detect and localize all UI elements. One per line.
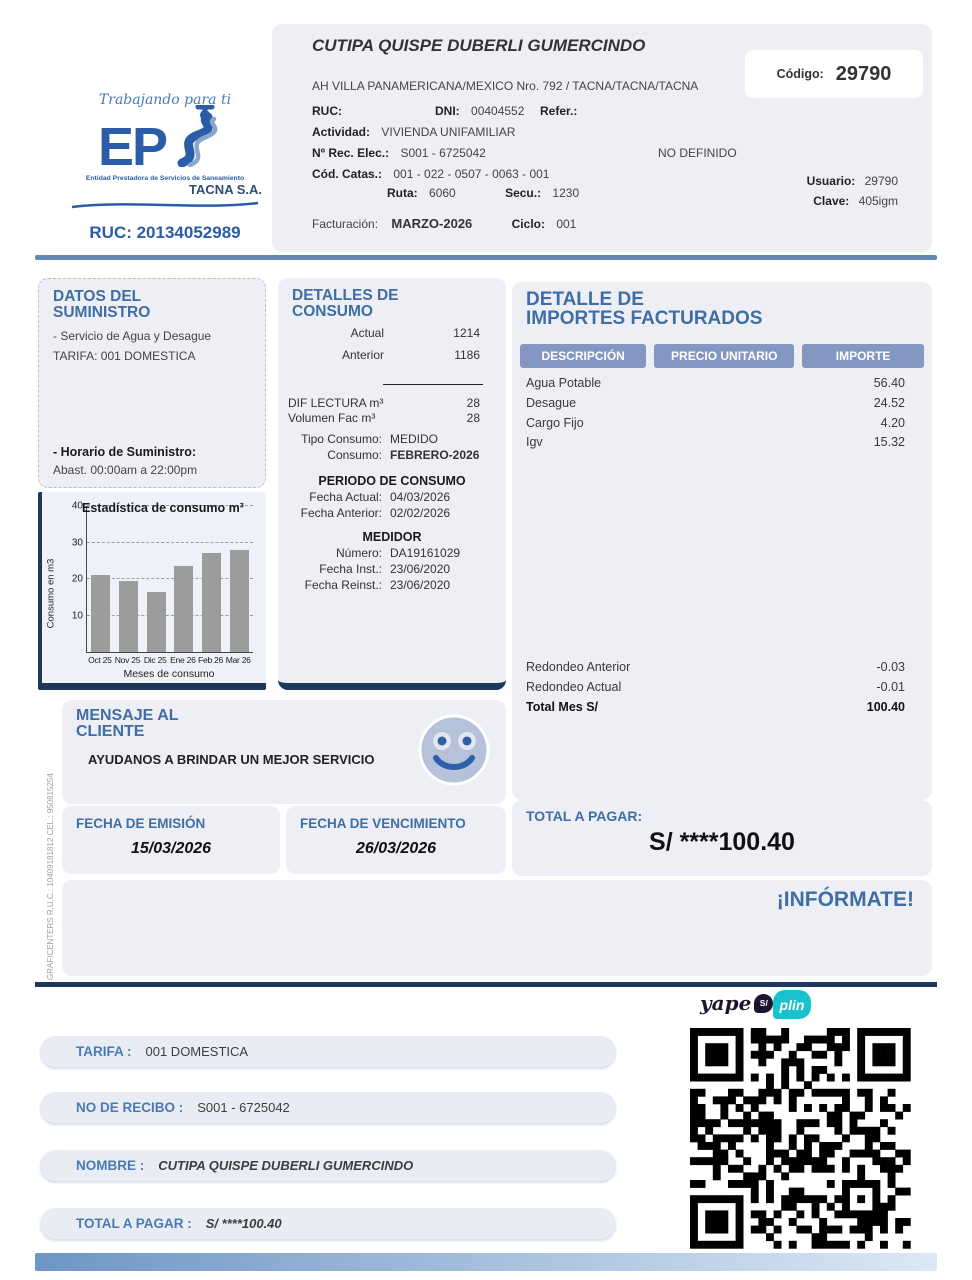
facturacion-row — [312, 216, 576, 231]
charge-row — [512, 435, 932, 449]
stub-total-value: S/ ****100.40 — [205, 1216, 282, 1231]
refer-row — [540, 104, 577, 118]
stub-recibo-value: S001 - 6725042 — [197, 1100, 290, 1115]
usuario-value: 29790 — [864, 174, 898, 188]
message-title: MENSAJE AL CLIENTE — [76, 707, 179, 741]
codigo-box — [745, 50, 923, 98]
dni-label: DNI: — [435, 104, 460, 118]
redondeo-actual-value: -0.01 — [876, 680, 905, 694]
clave-value: 405igm — [858, 194, 898, 208]
yape-wordmark: yape — [700, 991, 752, 1015]
fecha-emision-label: FECHA DE EMISIÓN — [76, 816, 206, 831]
medidor-block — [282, 546, 498, 592]
informate-text: ¡INFÓRMATE! — [776, 888, 914, 911]
total-a-pagar-box — [512, 800, 932, 876]
charge-amount: 56.40 — [873, 376, 905, 390]
dif-row — [288, 396, 480, 410]
chart-plot-area — [71, 500, 253, 653]
charge-row — [512, 376, 932, 390]
customer-name: CUTIPA QUISPE DUBERLI GUMERCINDO — [312, 36, 646, 55]
col-precio-unitario: PRECIO UNITARIO — [654, 344, 794, 368]
smiley-icon — [418, 714, 490, 791]
charge-amount: 4.20 — [880, 416, 905, 430]
charges-panel — [512, 282, 932, 800]
consumption-panel — [278, 278, 506, 690]
stub-row-recibo — [40, 1092, 616, 1123]
codigo-label: Código: — [776, 67, 824, 81]
redondeo-anterior-value: -0.03 — [876, 660, 905, 674]
total-mes-label: Total Mes S/ — [526, 700, 599, 714]
usuario-label: Usuario: — [806, 174, 856, 188]
charge-name: Igv — [526, 435, 543, 449]
chart-x-tick: Oct 25 — [88, 655, 112, 665]
fecha-anterior-value: 02/02/2026 — [390, 506, 451, 520]
supply-tarifa: TARIFA: 001 DOMESTICA — [53, 349, 196, 363]
redondeo-actual-label: Redondeo Actual — [526, 680, 622, 694]
actual-value: 1214 — [453, 326, 480, 340]
rec-elec-value: S001 - 6725042 — [400, 146, 486, 160]
numero-label: Número: — [335, 546, 382, 560]
rec-elec-row — [312, 146, 486, 160]
col-importe: IMPORTE — [802, 344, 924, 368]
medidor-title: MEDIDOR — [362, 530, 422, 544]
no-definido: NO DEFINIDO — [658, 146, 737, 160]
chart-title: Estadística de consumo m³ — [82, 501, 244, 515]
actividad-label: Actividad: — [312, 125, 371, 139]
stub-tarifa-value: 001 DOMESTICA — [145, 1044, 249, 1059]
fecha-emision-value: 15/03/2026 — [130, 840, 212, 857]
logo-swoosh — [70, 200, 260, 210]
supply-schedule-label: - Horario de Suministro: — [53, 445, 197, 459]
yape-logo — [700, 991, 773, 1015]
chart-x-tick: Dic 25 — [143, 655, 167, 665]
logo-ep-text: EP — [97, 117, 167, 178]
chart-bar-ene-26 — [174, 566, 193, 652]
ruc-label: RUC: — [312, 104, 342, 118]
total-a-pagar-value: S/ ****100.40 — [649, 828, 795, 856]
fecha-inst-value: 23/06/2020 — [390, 562, 451, 576]
consumo-label: Consumo: — [327, 448, 382, 462]
printer-credit-side-text: GRAFICENTERS R.U.C.: 10409181812 CEL.: 950815254 — [46, 773, 55, 980]
actividad-value: VIVIENDA UNIFAMILIAR — [381, 125, 516, 139]
chart-gridline — [71, 537, 253, 548]
chart-bar-nov-25 — [119, 581, 138, 652]
logo-company: TACNA S.A. — [189, 182, 262, 197]
reading-divider — [383, 384, 483, 385]
stub-nombre-label: NOMBRE : — [76, 1158, 145, 1173]
consumo-value: FEBRERO-2026 — [390, 448, 480, 462]
charge-row — [512, 396, 932, 410]
refer-label: Refer.: — [540, 104, 578, 118]
total-a-pagar-label: TOTAL A PAGAR: — [526, 808, 643, 824]
charge-row — [512, 416, 932, 430]
logo-tagline: Trabajando para ti — [98, 92, 232, 108]
charge-name: Agua Potable — [526, 376, 602, 390]
facturacion-value: MARZO-2026 — [391, 216, 473, 231]
tipo-consumo-block — [282, 432, 498, 462]
fecha-vencimiento-label: FECHA DE VENCIMIENTO — [300, 816, 466, 831]
fecha-reinst-value: 23/06/2020 — [390, 578, 451, 592]
charges-title-line2: IMPORTES FACTURADOS — [526, 308, 763, 330]
anterior-value: 1186 — [454, 348, 480, 362]
fecha-inst-label: Fecha Inst.: — [319, 562, 382, 576]
supply-schedule: Abast. 00:00am a 22:00pm — [53, 463, 198, 477]
fecha-reinst-label: Fecha Reinst.: — [304, 578, 382, 592]
readings-block — [278, 326, 506, 362]
fecha-actual-label: Fecha Actual: — [309, 490, 382, 504]
chart-y-tick: 20 — [71, 573, 83, 585]
bottom-separator — [35, 982, 937, 987]
stub-recibo-label: NO DE RECIBO : — [76, 1100, 184, 1115]
chart-x-axis-label: Meses de consumo — [123, 668, 215, 680]
catas-label: Cód. Catas.: — [312, 167, 383, 181]
vol-value: 28 — [466, 411, 480, 425]
chart-x-tick: Mar 26 — [225, 655, 251, 665]
ruta-label: Ruta: — [387, 186, 418, 200]
secu-value: 1230 — [552, 186, 580, 200]
clave-row — [813, 194, 898, 208]
dni-value: 00404552 — [471, 104, 525, 118]
total-mes-row — [512, 700, 932, 714]
usuario-row — [807, 174, 898, 188]
rec-elec-label: Nº Rec. Elec.: — [312, 146, 390, 160]
vol-label: Volumen Fac m³ — [288, 411, 376, 425]
stub-row-total — [40, 1208, 616, 1239]
charge-amount: 15.32 — [873, 435, 905, 449]
header-separator — [35, 255, 937, 260]
clave-label: Clave: — [813, 194, 850, 208]
tipo-label: Tipo Consumo: — [301, 432, 382, 446]
actividad-row — [312, 125, 515, 139]
chart-bar-feb-26 — [202, 553, 221, 652]
periodo-title: PERIODO DE CONSUMO — [318, 474, 466, 488]
charges-title — [526, 290, 762, 329]
chart-x-tick: Feb 26 — [198, 655, 223, 665]
ruta-value: 6060 — [429, 186, 456, 200]
col-descripcion: DESCRIPCIÓN — [520, 344, 646, 368]
company-ruc: RUC: 20134052989 — [89, 223, 241, 242]
fecha-actual-value: 04/03/2026 — [390, 490, 451, 504]
plin-logo: plin — [773, 990, 811, 1019]
chart-y-tick: 30 — [71, 537, 83, 548]
supply-title: DATOS DEL SUMINISTRO — [53, 288, 151, 321]
ruta-secu-row — [387, 186, 579, 200]
codigo-value: 29790 — [835, 62, 892, 85]
chart-bar-oct-25 — [91, 575, 110, 652]
fecha-emision-box — [62, 806, 280, 874]
stub-total-label: TOTAL A PAGAR : — [76, 1216, 192, 1231]
supply-panel — [38, 278, 266, 488]
chart-x-tick: Nov 25 — [114, 655, 141, 665]
chart-gridline — [71, 573, 253, 585]
charges-title-line1: DETALLE DE — [526, 289, 644, 310]
logo-subtitle: Entidad Prestadora de Servicios de Saneamiento — [85, 175, 245, 182]
stub-row-tarifa — [40, 1036, 616, 1067]
periodo-block — [282, 490, 498, 520]
dif-value: 28 — [466, 396, 480, 410]
dif-label: DIF LECTURA m³ — [288, 396, 384, 410]
charge-name: Cargo Fijo — [526, 416, 584, 430]
consumption-chart-panel — [38, 492, 266, 690]
fecha-vencimiento-box — [286, 806, 506, 874]
stub-tarifa-label: TARIFA : — [76, 1044, 132, 1059]
tipo-value: MEDIDO — [390, 432, 438, 446]
chart-x-tick-labels — [86, 655, 252, 665]
charge-name: Desague — [526, 396, 577, 410]
redondeo-anterior-row — [512, 660, 932, 674]
bottom-gradient-bar — [35, 1253, 937, 1271]
chart-y-tick: 40 — [71, 500, 83, 512]
fecha-vencimiento-value: 26/03/2026 — [355, 840, 437, 857]
yape-currency-badge: S/ — [754, 994, 773, 1013]
supply-service: - Servicio de Agua y Desague — [53, 329, 212, 343]
ruc-row — [312, 104, 342, 118]
actual-label: Actual — [350, 326, 384, 340]
eps-logo — [58, 110, 272, 178]
charges-table-header — [520, 344, 924, 368]
ciclo-value: 001 — [556, 217, 577, 231]
message-text: AYUDANOS A BRINDAR UN MEJOR SERVICIO — [88, 752, 375, 767]
redondeo-anterior-label: Redondeo Anterior — [526, 660, 631, 674]
customer-header-panel — [272, 24, 932, 252]
consumption-title: DETALLES DE CONSUMO — [292, 287, 399, 320]
stub-row-nombre — [40, 1150, 616, 1181]
charge-amount: 24.52 — [873, 396, 905, 410]
chart-y-axis-label: Consumo en m3 — [45, 558, 57, 629]
customer-address: AH VILLA PANAMERICANA/MEXICO Nro. 792 / TACNA/TACNA/TACNA — [312, 79, 699, 93]
anterior-label: Anterior — [341, 348, 384, 362]
catas-row — [312, 167, 549, 181]
facturacion-label: Facturación: — [312, 217, 379, 231]
total-mes-value: 100.40 — [866, 700, 905, 714]
chart-x-tick: Ene 26 — [170, 655, 196, 665]
ciclo-label: Ciclo: — [511, 217, 545, 231]
secu-label: Secu.: — [505, 186, 542, 200]
vol-row — [288, 411, 480, 425]
faucet-river-icon — [168, 105, 232, 172]
chart-bar-dic-25 — [147, 592, 166, 652]
message-panel — [62, 700, 506, 804]
redondeo-actual-row — [512, 680, 932, 694]
chart-gridline — [71, 610, 253, 621]
informate-panel — [62, 880, 932, 976]
qr-code — [688, 1026, 912, 1255]
stub-nombre-value: CUTIPA QUISPE DUBERLI GUMERCINDO — [158, 1158, 414, 1173]
chart-y-tick: 10 — [71, 610, 83, 621]
numero-value: DA19161029 — [390, 546, 461, 560]
dni-row — [435, 104, 524, 118]
eps-logo-block — [58, 92, 272, 243]
fecha-anterior-label: Fecha Anterior: — [300, 506, 382, 520]
catas-value: 001 - 022 - 0507 - 0063 - 001 — [393, 167, 550, 181]
chart-bar-mar-26 — [230, 550, 249, 652]
